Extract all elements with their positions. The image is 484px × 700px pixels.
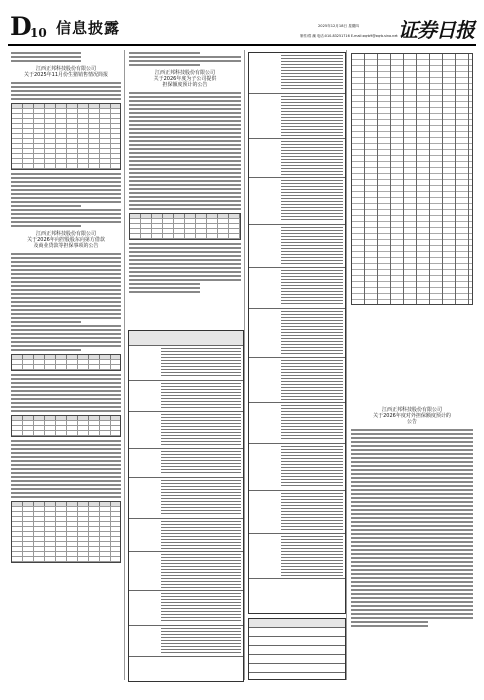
guarantee-table [248,52,346,614]
page-letter: D [10,12,32,41]
section-title: 信息披露 [56,19,121,37]
data-table [129,213,241,240]
date-line: 2025年12月18日 星期四 [318,24,359,28]
column-4 [348,50,476,680]
page-header [0,0,484,44]
newspaper-logo: 证券日报 [398,18,474,42]
article-title-line: 及商业贷款等担保事项的公告 [33,243,99,249]
announcement-title [8,231,124,249]
summary-table [248,618,346,680]
article-title-line: 江西正邦科技股份有限公司 [35,231,96,237]
article-title-line: 江西正邦科技股份有限公司 [381,407,442,413]
article-title-line: 担保额度预计的公告 [162,82,208,88]
data-table [351,53,473,305]
data-table [11,103,121,170]
announcement-title [8,66,124,78]
page-number: 10 [30,26,47,40]
article-title-line: 关于2025年11月份生猪销售情况简报 [23,72,109,78]
article-title-line: 关于2026年向控股股东向第方借款 [27,237,105,243]
article-title-line: 江西正邦科技股份有限公司 [154,70,215,76]
article-title-line: 江西正邦科技股份有限公司 [35,66,96,72]
article-title-line: 公告 [406,419,417,425]
article-title-line: 关于2026年度为子公司提供 [153,76,217,82]
column-1 [8,50,125,680]
header-rule [8,44,476,46]
announcement-title [126,70,244,88]
contact-line: 制作/郑 澜 电话:010-83251716 E-mail:zqrb9@zqrb.sina.net [300,34,398,38]
announcement-title [348,407,476,425]
guarantee-table [128,330,244,682]
article-title-line: 关于2026年度对外担保额度预计的 [373,413,451,419]
